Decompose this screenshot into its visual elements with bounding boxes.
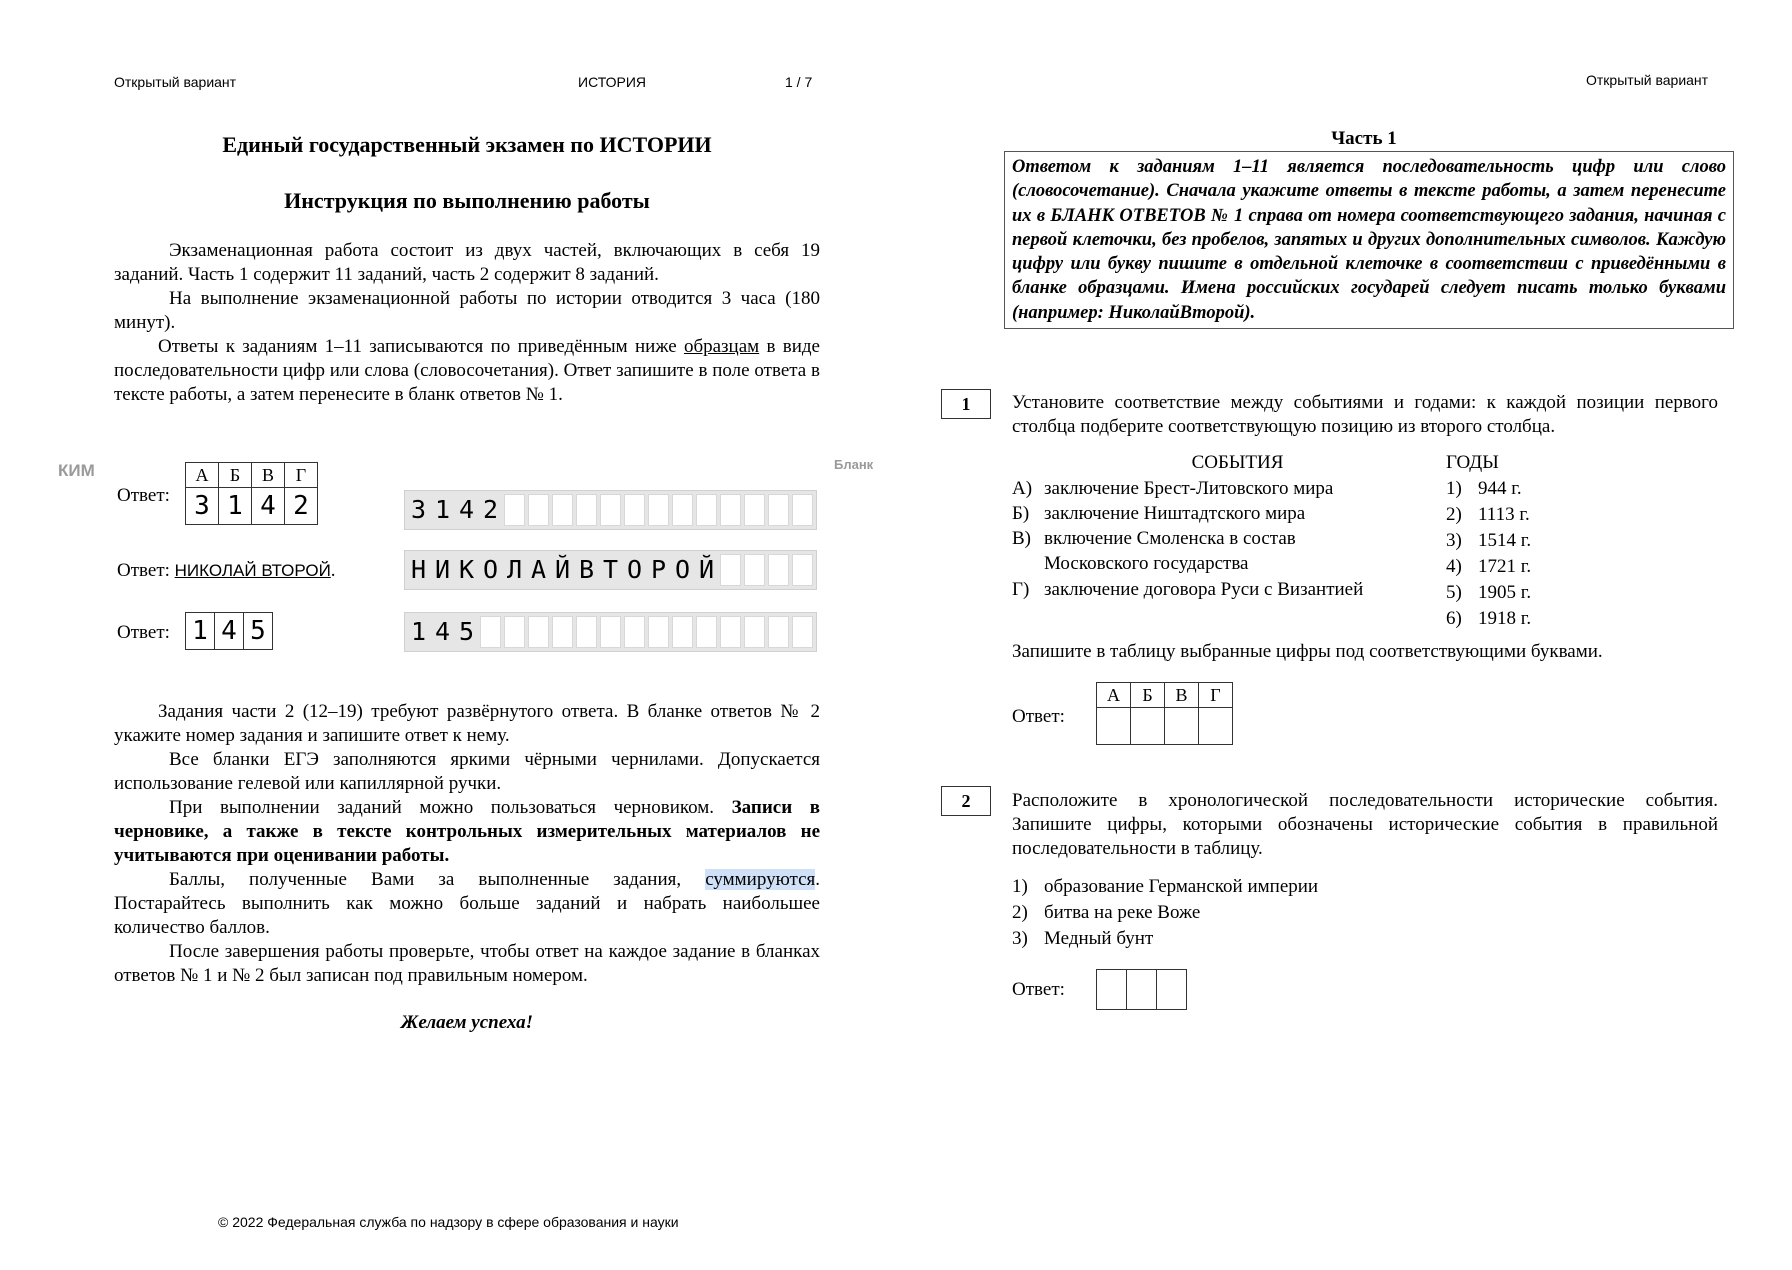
grid-cell: 3 [186,488,219,525]
blank-cell: Й [554,555,571,584]
text-fragment: Баллы, полученные Вами за выполненные задания, [169,869,706,890]
grid-header: А [1097,683,1131,708]
highlighted-word[interactable]: суммируются [705,869,816,890]
list-text: 1514 г. [1478,530,1532,551]
grid-header: В [1165,683,1199,708]
paragraph-time: На выполнение экзаменационной работы по истории отводится 3 часа (180 минут). [114,288,820,333]
paragraph-ink: Все бланки ЕГЭ заполняются яркими чёрными чернилами. Допускается использование гелевой или капиллярной ручки. [114,749,820,794]
answer-word-example [117,560,336,582]
grid-header: А [186,463,219,488]
blank-cell [552,616,573,648]
blank-cell: Й [698,555,715,584]
answer-cell[interactable] [1199,708,1233,745]
answer-label: Ответ: [1012,979,1065,1000]
list-text: заключение Брест-Литовского мира [1044,478,1334,499]
list-item [1446,606,1596,632]
task-number-1: 1 [941,389,991,419]
blank-cell [720,494,741,526]
paragraph-draft [114,796,820,868]
sample-dot: . [330,560,336,581]
blank-cell: 4 [458,495,475,524]
answer-label: Ответ: [117,560,170,581]
list-item [1012,577,1412,602]
list-text: включение Смоленска в состав Московского государства [1044,528,1296,574]
list-text: 1721 г. [1478,556,1532,577]
task-number-2: 2 [941,786,991,816]
blank-cell [624,616,645,648]
blank-cell: И [434,555,451,584]
answer-cell[interactable] [1165,708,1199,745]
grid-cell: 1 [186,613,215,650]
footer-copyright: © 2022 Федеральная служба по надзору в сфере образования и науки [218,1214,679,1230]
instructions-block [114,239,820,407]
blank-cell: 1 [410,617,427,646]
years-column-title: ГОДЫ [1446,452,1499,473]
blank-cell: Л [506,555,523,584]
answer-cell[interactable] [1157,970,1187,1010]
answer-cell[interactable] [1097,708,1131,745]
list-number: 2) [1012,902,1028,923]
list-number: 1) [1446,478,1462,499]
list-text: образование Германской империи [1044,876,1319,897]
header-variant-left: Открытый вариант [114,74,237,90]
blank-cell [768,494,789,526]
list-number: 3) [1012,928,1028,949]
grid-cell: 4 [215,613,244,650]
sample-word-answer: НИКОЛАЙ ВТОРОЙ [174,561,331,580]
list-item [1446,554,1596,580]
part-heading: Часть 1 [1331,128,1397,149]
list-text: заключение договора Руси с Византией [1044,579,1364,600]
instruction-heading: Инструкция по выполнению работы [284,188,650,213]
list-item [1012,926,1512,952]
events-list [1012,476,1412,602]
header-page-number: 1 / 7 [785,74,813,90]
task2-answer-grid [1096,969,1187,1010]
grid-header: Г [1199,683,1233,708]
blank-cell [672,616,693,648]
blank-cell [696,494,717,526]
task2-list [1012,874,1512,952]
list-letter: Б) [1012,503,1030,524]
blank-cell: К [458,555,475,584]
blank-cell [672,494,693,526]
list-text: 1905 г. [1478,582,1532,603]
paragraph-parts: Экзаменационная работа состоит из двух частей, включающих в себя 19 заданий. Часть 1 содержит 11 заданий, часть 2 содержит 8 заданий. [114,240,820,285]
blank-cell [720,616,741,648]
list-letter: А) [1012,478,1033,499]
answer-label: Ответ: [1012,706,1065,727]
blank-cell [576,616,597,648]
list-text: битва на реке Воже [1044,902,1201,923]
blank-sample-row-1 [404,490,817,530]
blank-cell [552,494,573,526]
blank-label: Бланк [834,457,874,472]
blank-cell: 5 [458,617,475,646]
part1-instruction-box: Ответом к заданиям 1–11 является последовательность цифр или слово (словосочетание). Сначала укажите ответы в тексте работы, а затем перенесите их в БЛАНК ОТВЕТОВ № 1 справа от номера соответствующего задания, начиная с первой клеточки, без пробелов, запятых и других дополнительных символов. Каждую цифру или букву пишите в отдельной клеточке в соответствии с приведёнными в бланке образцами. Имена российских государей следует писать только буквами (например: НиколайВторой). [1004,151,1734,329]
blank-cell [648,616,669,648]
blank-cell: О [674,555,691,584]
blank-cell [744,494,765,526]
paragraph-scores [114,868,820,940]
blank-cell: 4 [434,617,451,646]
list-item [1446,528,1596,554]
blank-cell [792,494,813,526]
list-item [1012,874,1512,900]
list-text: 1113 г. [1478,504,1530,525]
grid-cell: 1 [219,488,252,525]
blank-cell: 3 [410,495,427,524]
blank-cell [744,554,765,586]
blank-cell: О [482,555,499,584]
list-number: 1) [1012,876,1028,897]
list-number: 2) [1446,504,1462,525]
answer-cell[interactable] [1131,708,1165,745]
task1-answer-grid [1096,682,1233,745]
list-item [1446,476,1596,502]
grid-header: Б [1131,683,1165,708]
answer-cell[interactable] [1097,970,1127,1010]
list-item [1012,501,1412,526]
list-text: заключение Ништадтского мира [1044,503,1306,524]
list-text: 1918 г. [1478,608,1532,629]
list-number: 4) [1446,556,1462,577]
blank-cell: 2 [482,495,499,524]
blank-cell [792,616,813,648]
blank-cell [768,616,789,648]
example-answer-grid-1 [185,462,318,525]
list-number: 3) [1446,530,1462,551]
paragraph-part2: Задания части 2 (12–19) требуют развёрнутого ответа. В бланке ответов № 2 укажите номер задания и запишите ответ к нему. [114,701,820,746]
header-subject: ИСТОРИЯ [578,74,647,90]
blank-cell: А [530,555,547,584]
blank-cell: О [626,555,643,584]
blank-cell [720,554,741,586]
blank-cell [504,616,525,648]
list-text: 944 г. [1478,478,1522,499]
list-item [1446,502,1596,528]
task1-note: Запишите в таблицу выбранные цифры под соответствующими буквами. [1012,641,1603,662]
text-fragment: в виде последовательности цифр или слова (словосочетания). Ответ запишите в поле ответа в тексте работы, а затем перенесите в бланк ответов № 1. [114,336,820,405]
page-title: Единый государственный экзамен по ИСТОРИИ [222,132,712,157]
paragraph-answers [114,335,820,407]
blank-cell [792,554,813,586]
instructions-block-2 [114,700,820,988]
text-fragment: При выполнении заданий можно пользоваться черновиком. [169,797,732,818]
events-column-title: СОБЫТИЯ [1191,452,1284,473]
blank-cell: 1 [434,495,451,524]
blank-cell [744,616,765,648]
list-text: Медный бунт [1044,928,1154,949]
blank-sample-row-2 [404,550,817,590]
grid-cell: 2 [285,488,318,525]
blank-cell [528,494,549,526]
blank-cell [576,494,597,526]
years-list [1446,476,1596,632]
answer-label: Ответ: [117,485,170,506]
text-fragment: Ответы к заданиям 1–11 записываются по приведённым ниже [158,336,684,357]
task1-text: Установите соответствие между событиями и годами: к каждой позиции первого столбца подберите соответствующую позицию из второго столбца. [1012,392,1718,437]
list-item [1446,580,1596,606]
blank-cell [528,616,549,648]
blank-cell: Т [602,555,619,584]
blank-cell: Н [410,555,427,584]
grid-header: Г [285,463,318,488]
blank-cell [648,494,669,526]
blank-cell: В [578,555,595,584]
list-item [1012,526,1412,576]
list-item [1012,900,1512,926]
grid-cell: 4 [252,488,285,525]
samples-link: образцам [683,336,760,357]
text-fragment: . Постарайтесь выполнить как можно больше заданий и набрать наибольшее количество баллов. [114,869,820,938]
task2-text: Расположите в хронологической последовательности исторические события. Запишите цифры, которыми обозначены исторические события в правильной последовательности в таблицу. [1012,790,1718,859]
example-answer-grid-3 [185,612,273,650]
list-item [1012,476,1412,501]
bold-warning: Записи в черновике, а также в тексте контрольных измерительных материалов не учитываются при оценивании работы. [114,797,820,866]
blank-cell [504,494,525,526]
blank-cell: Р [650,555,667,584]
list-number: 6) [1446,608,1462,629]
wish-text: Желаем успеха! [400,1012,534,1033]
answer-label: Ответ: [117,622,170,643]
kim-label: КИМ [58,461,95,480]
blank-cell [600,616,621,648]
list-letter: Г) [1012,579,1030,600]
blank-cell [696,616,717,648]
blank-cell [768,554,789,586]
answer-cell[interactable] [1127,970,1157,1010]
grid-header: В [252,463,285,488]
blank-cell [600,494,621,526]
header-variant-right: Открытый вариант [1586,72,1709,88]
list-letter: В) [1012,528,1031,549]
blank-cell [480,616,501,648]
grid-cell: 5 [244,613,273,650]
blank-sample-row-3 [404,612,817,652]
blank-cell [624,494,645,526]
grid-header: Б [219,463,252,488]
paragraph-check: После завершения работы проверьте, чтобы ответ на каждое задание в бланках ответов № 1 и № 2 был записан под правильным номером. [114,941,820,986]
list-number: 5) [1446,582,1462,603]
